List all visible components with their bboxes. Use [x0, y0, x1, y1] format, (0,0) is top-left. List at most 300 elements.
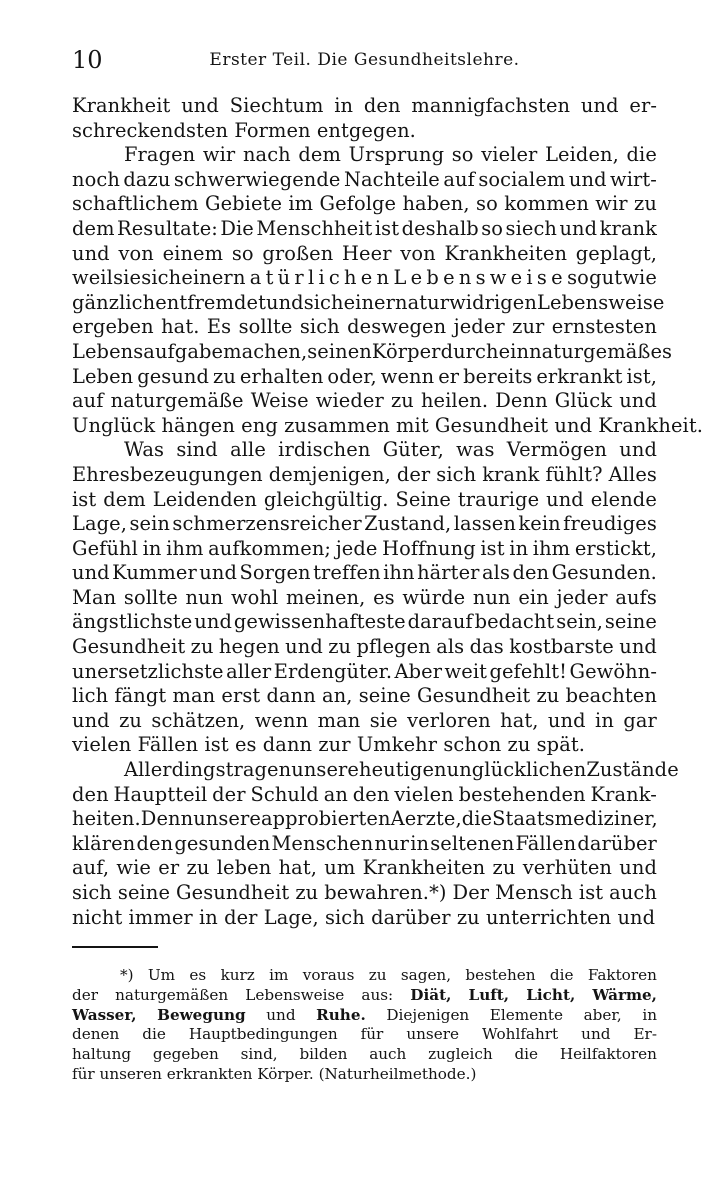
word: Ursprung: [348, 143, 445, 167]
word: den: [352, 782, 390, 806]
word: Die: [220, 216, 254, 240]
word: die: [142, 1025, 166, 1044]
word: sind,: [240, 1045, 278, 1064]
text-line: [72, 561, 657, 586]
word: seine: [358, 684, 411, 708]
word: einem: [162, 241, 224, 265]
word: wohl: [230, 585, 279, 609]
word: hegen: [218, 635, 280, 659]
text-line: [72, 966, 657, 986]
text-line: [72, 290, 665, 316]
text-line: [72, 413, 703, 439]
word: den: [363, 94, 401, 117]
word: naturgemäßes: [529, 339, 673, 363]
word: aufkommen;: [208, 536, 332, 560]
word: bewahren.*): [324, 881, 447, 904]
word: siech: [505, 216, 557, 240]
word: und: [619, 389, 657, 413]
word: bedacht: [474, 610, 555, 634]
word: in: [595, 708, 614, 732]
word: Elemente: [489, 1005, 563, 1024]
text-line: [72, 783, 657, 808]
word: gesund: [137, 364, 210, 388]
word: Erdengüter.: [273, 659, 393, 683]
word: alle: [230, 438, 266, 462]
word: erhalten: [239, 364, 324, 388]
word: schreckendsten: [72, 118, 229, 142]
paragraph: [72, 94, 657, 143]
word: und: [580, 94, 619, 117]
word: Was: [124, 438, 165, 462]
word: von: [118, 241, 154, 265]
word: hat,: [278, 856, 317, 880]
word: unglücklichen: [446, 758, 587, 782]
word: in: [334, 94, 354, 117]
word: Krankheiten: [362, 856, 486, 880]
word: Formen: [234, 118, 311, 142]
word: gar: [623, 708, 657, 732]
word: ängstlichste: [72, 610, 193, 634]
paragraph: [72, 758, 679, 930]
word: ist: [578, 881, 604, 904]
word: sein,: [556, 610, 603, 634]
word: Menschheit: [256, 216, 373, 240]
word: und: [547, 708, 586, 732]
word: heilen.: [420, 389, 489, 413]
word: sie: [369, 708, 398, 732]
word: ist,: [626, 364, 657, 388]
word: unsere: [291, 758, 359, 782]
text-line: [72, 266, 657, 291]
text-line: [72, 339, 673, 365]
word: Gefühl: [72, 536, 138, 560]
word: in: [198, 905, 218, 929]
word: erstickt,: [574, 536, 657, 560]
word: Weise: [250, 389, 309, 413]
word: ihn: [383, 561, 415, 585]
word: zu: [507, 733, 531, 757]
word: Güter,: [382, 438, 444, 462]
word: Ehresbezeugungen: [72, 462, 263, 486]
text-line: [72, 1025, 657, 1045]
word: Fragen: [124, 143, 196, 167]
word: zu: [390, 389, 414, 413]
word: um: [324, 856, 356, 880]
word: Gesundheit: [176, 881, 290, 904]
word: pflegen: [356, 635, 431, 659]
word: ein: [518, 585, 549, 609]
word: ihm: [532, 536, 571, 560]
word: die: [626, 143, 657, 167]
word: in: [642, 1005, 657, 1024]
text-line: [72, 488, 657, 513]
word: Denn: [495, 389, 548, 413]
word: für: [72, 1064, 95, 1083]
word: es: [234, 733, 257, 757]
text-line: [72, 119, 657, 144]
word: Diejenigen: [386, 1005, 470, 1024]
word: Leben: [72, 364, 134, 388]
word: Lebensweise: [536, 290, 665, 314]
word: dazu: [123, 167, 171, 191]
word: seine: [604, 610, 657, 634]
word: gleichgültig.: [263, 487, 389, 511]
word: so: [481, 216, 504, 240]
word: zu: [328, 635, 352, 659]
word: darauf: [407, 610, 473, 634]
text-line: [72, 365, 657, 390]
word: Lage,: [72, 512, 127, 536]
word: Resultate:: [117, 216, 218, 240]
word: Sorgen: [239, 561, 311, 585]
word: fängt: [114, 684, 167, 708]
word: auch: [609, 881, 657, 904]
word: unsere: [193, 807, 261, 831]
word: Gesundheit: [434, 413, 549, 437]
word: auf: [72, 389, 104, 413]
word: sich: [324, 905, 365, 929]
word: bereits: [463, 364, 533, 388]
text-line: [72, 1006, 657, 1026]
word: Um: [147, 966, 176, 984]
word: sich: [436, 462, 477, 486]
word: darüber: [577, 831, 657, 855]
word: sagen,: [400, 966, 452, 984]
word: Faktoren: [587, 966, 657, 984]
word: Gesundheit: [72, 635, 186, 659]
word: sie: [113, 266, 142, 290]
word: krank: [599, 216, 657, 240]
word: sich: [141, 266, 182, 290]
word: entgegen.: [316, 118, 416, 142]
word: schaftlichem: [72, 192, 199, 216]
word: in: [509, 536, 529, 560]
word: Gefolge: [319, 192, 397, 216]
text-line: [72, 635, 657, 660]
word: wenn: [380, 364, 435, 388]
text-line: [72, 832, 657, 857]
word: und: [554, 413, 593, 437]
text-line: [72, 1045, 657, 1065]
word: dem: [298, 143, 341, 167]
word: *): [120, 966, 134, 984]
word: zu: [213, 364, 236, 388]
word: klären: [72, 831, 136, 855]
word: weil: [72, 266, 113, 290]
word: Man: [72, 585, 117, 609]
word: einer: [181, 266, 233, 290]
word: so: [451, 143, 474, 167]
word: Lebensweise: [393, 266, 567, 290]
word: dann: [266, 684, 316, 708]
word: im: [269, 966, 289, 984]
word: vieler: [481, 143, 538, 167]
word: haltung: [72, 1045, 132, 1064]
word: tragen: [225, 758, 292, 782]
word: er: [438, 364, 460, 388]
word: kostbarste: [509, 635, 614, 659]
word: wie: [116, 856, 151, 880]
word: für: [360, 1025, 384, 1044]
word: vielen: [394, 782, 454, 806]
word: auf,: [72, 856, 110, 880]
text-line: [72, 610, 657, 635]
word: sind: [176, 438, 218, 462]
word: die: [549, 966, 574, 984]
word: Bewegung: [157, 1005, 246, 1024]
word: und: [568, 167, 607, 191]
word: einer: [343, 290, 396, 314]
text-line: [72, 512, 657, 537]
word: jeder: [556, 585, 608, 609]
word: wirt-: [610, 167, 657, 191]
word: ist: [374, 216, 400, 240]
word: nach: [242, 143, 291, 167]
text-line: [72, 217, 657, 242]
word: kurz: [220, 966, 255, 984]
word: Nachteile: [343, 167, 440, 191]
word: und: [546, 487, 584, 511]
word: demjenigen,: [268, 462, 391, 486]
text-line: [72, 389, 657, 414]
word: seine: [117, 881, 171, 904]
word: kein: [518, 512, 561, 536]
word: naturgemäße: [110, 389, 244, 413]
word: entfremdet: [155, 290, 266, 314]
word: hängen: [161, 413, 235, 437]
word: beachten: [565, 684, 657, 708]
word: er-: [629, 94, 657, 117]
word: gegeben: [152, 1045, 219, 1064]
word: Ruhe.: [316, 1005, 366, 1024]
word: und: [72, 561, 110, 585]
word: würde: [402, 585, 466, 609]
word: gewissenhafteste: [233, 610, 406, 634]
word: haben,: [402, 192, 470, 216]
word: approbierten: [260, 807, 391, 831]
word: schwerwiegende: [173, 167, 341, 191]
word: Wasser,: [72, 1005, 137, 1024]
word: Luft,: [468, 985, 510, 1004]
word: Gesundheit: [417, 684, 531, 708]
word: schmerzensreicher: [172, 512, 362, 536]
word: sollte: [123, 585, 178, 609]
word: zu: [186, 856, 210, 880]
word: durch: [440, 339, 499, 363]
text-line: [72, 881, 657, 906]
word: Schuld: [250, 782, 319, 806]
word: er: [158, 856, 180, 880]
word: wie: [622, 266, 657, 290]
word: den: [512, 561, 550, 585]
text-line: [72, 438, 657, 463]
word: Alles: [608, 462, 657, 486]
text-line: [72, 537, 657, 562]
word: leben: [216, 856, 272, 880]
word: verloren: [407, 708, 491, 732]
word: der: [224, 905, 258, 929]
word: sich: [303, 290, 344, 314]
word: der: [72, 985, 98, 1004]
word: Gesunden.: [551, 561, 657, 585]
word: den: [136, 831, 174, 855]
word: krank: [482, 462, 540, 486]
word: zu: [456, 905, 480, 929]
word: wenn: [254, 708, 309, 732]
word: fühlt?: [545, 462, 603, 486]
word: unterrichten: [485, 905, 612, 929]
word: härter: [417, 561, 480, 585]
word: und: [285, 635, 323, 659]
word: jeder: [453, 315, 505, 339]
word: (Naturheilmethode.): [318, 1064, 477, 1083]
word: Leidenden: [152, 487, 257, 511]
word: es: [373, 585, 395, 609]
word: als: [481, 561, 510, 585]
word: aber,: [583, 1005, 622, 1024]
word: Der: [452, 881, 490, 904]
word: darüber: [371, 905, 451, 929]
word: Körper.: [257, 1064, 314, 1083]
paragraph: [72, 438, 657, 758]
page-header: [72, 44, 657, 78]
word: verhüten: [522, 856, 612, 880]
word: Umkehr: [356, 733, 438, 757]
word: natürlichen: [233, 266, 394, 290]
word: wir: [595, 192, 628, 216]
word: schätzen,: [151, 708, 246, 732]
word: Hauptteil: [113, 782, 208, 806]
word: bestehen: [465, 966, 536, 984]
word: naturgemäßen: [115, 985, 229, 1004]
word: Allerdings: [124, 758, 226, 782]
word: ernstesten: [551, 315, 657, 339]
word: so: [231, 241, 254, 265]
word: heiten.: [72, 807, 141, 831]
word: Mensch: [495, 881, 573, 904]
running-title: Erster Teil. Die Gesundheitslehre.: [209, 50, 520, 70]
word: und: [265, 290, 304, 314]
word: Lage,: [263, 905, 319, 929]
word: von: [400, 241, 436, 265]
word: auf: [443, 167, 475, 191]
word: Wärme,: [592, 985, 657, 1004]
text-line: [72, 1065, 657, 1085]
word: dann: [262, 733, 313, 757]
word: zugleich: [428, 1045, 493, 1064]
word: unseren: [99, 1064, 162, 1083]
word: und: [581, 1025, 611, 1044]
word: denen: [72, 1025, 120, 1044]
word: in: [142, 536, 162, 560]
word: spät.: [536, 733, 586, 757]
word: Gebiete: [205, 192, 283, 216]
word: ihm: [166, 536, 204, 560]
text-line: [72, 242, 657, 267]
word: und: [617, 905, 656, 929]
word: und: [559, 216, 598, 240]
word: oder,: [327, 364, 377, 388]
word: Licht,: [526, 985, 576, 1004]
word: und: [619, 856, 657, 880]
text-line: [72, 143, 657, 168]
word: bestehenden: [458, 782, 586, 806]
word: aus:: [361, 985, 394, 1004]
text-line: [72, 807, 657, 832]
word: voraus: [302, 966, 355, 984]
word: vielen: [72, 733, 132, 757]
word: eng: [241, 413, 278, 437]
word: treffen: [313, 561, 381, 585]
word: und: [181, 94, 219, 117]
text-line: [72, 906, 657, 931]
word: man: [317, 708, 361, 732]
word: Es: [206, 315, 232, 339]
word: in: [410, 831, 430, 855]
word: immer: [128, 905, 193, 929]
word: großen: [262, 241, 334, 265]
word: gefehlt!: [489, 659, 568, 683]
word: Zustände: [586, 758, 679, 782]
word: aufs: [615, 585, 657, 609]
word: hat.: [161, 315, 200, 339]
text-line: [72, 758, 679, 783]
word: weit: [444, 659, 488, 683]
word: so: [567, 266, 589, 290]
word: meinen,: [286, 585, 366, 609]
word: heutigen: [358, 758, 447, 782]
word: Aber: [394, 659, 443, 683]
word: Denn: [140, 807, 194, 831]
word: und: [72, 708, 110, 732]
word: Leiden,: [545, 143, 619, 167]
word: als: [436, 635, 465, 659]
word: Glück: [554, 389, 613, 413]
word: Seine: [395, 487, 451, 511]
word: socialem: [478, 167, 566, 191]
word: nicht: [72, 905, 123, 929]
word: elende: [590, 487, 657, 511]
word: noch: [72, 167, 120, 191]
word: Krankheit: [72, 94, 171, 117]
word: Zustand,: [364, 512, 452, 536]
text-line: [72, 986, 657, 1006]
word: so: [476, 192, 498, 216]
word: zusammen: [284, 413, 390, 437]
word: Staatsmediziner,: [492, 807, 658, 831]
text-line: [72, 94, 657, 119]
text-line: [72, 586, 657, 611]
text-line: [72, 709, 657, 734]
word: machen,: [223, 339, 308, 363]
word: unersetzlichste: [72, 659, 224, 683]
word: nur: [374, 831, 410, 855]
word: dem: [72, 216, 115, 240]
word: Körper: [371, 339, 441, 363]
word: erkrankt: [536, 364, 623, 388]
word: Gewöhn-: [569, 659, 657, 683]
word: zu: [295, 881, 319, 904]
word: ist: [72, 487, 97, 511]
word: schon: [443, 733, 502, 757]
word: lich: [72, 684, 109, 708]
page-number: 10: [72, 46, 103, 74]
word: gänzlich: [72, 290, 156, 314]
word: wieder: [315, 389, 384, 413]
text-line: [72, 856, 657, 881]
word: gut: [589, 266, 623, 290]
word: ergeben: [72, 315, 154, 339]
